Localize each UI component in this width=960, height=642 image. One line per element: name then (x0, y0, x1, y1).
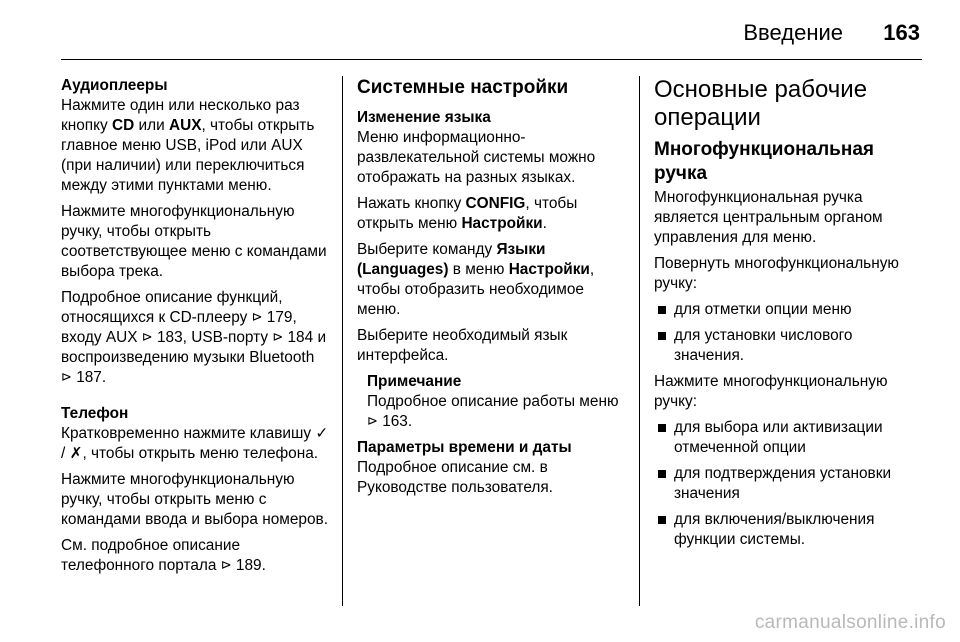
text: Нажать кнопку (357, 195, 466, 212)
column-divider (342, 76, 343, 606)
header-divider (61, 59, 922, 60)
note-text (367, 392, 625, 432)
menu-item-languages: Языки (Languages) (357, 241, 546, 278)
text: Нажмите один или несколько раз кнопку (61, 97, 300, 134)
text: Выберите команду (357, 241, 497, 258)
menu-name-settings: Настройки (508, 261, 590, 278)
text: См. подробное описание телефонного портала (61, 537, 241, 574)
text: . (542, 215, 547, 232)
page-number: 163 (883, 20, 920, 45)
paragraph: Подробное описание см. в Руководстве пользователя. (357, 459, 553, 496)
text: . (101, 369, 107, 386)
page-ref-arrow-icon: ⊳ (251, 309, 263, 324)
paragraph: Нажмите многофункциональную ручку, чтобы открыть меню с командами ввода и выбора номеров. (61, 471, 328, 528)
list-item: для отметки опции меню (654, 300, 926, 320)
section-title-basic-operations: Основные рабочие операции (654, 76, 868, 131)
phone-icon: ✓ (315, 425, 329, 442)
text: , чтобы открыть главное меню USB, iPod или AUX (при наличии) или переключиться между этими пунктами меню. (61, 117, 315, 194)
paragraph: Повернуть многофункциональную ручку: (654, 255, 899, 292)
page-ref-arrow-icon: ⊳ (272, 329, 284, 344)
text: / (61, 445, 70, 462)
section-title-system-settings: Системные настройки (357, 77, 569, 98)
paragraph (61, 96, 329, 196)
paragraph (357, 194, 625, 234)
text: или (134, 117, 169, 134)
bullet-list-rotate (654, 300, 926, 366)
page-title: Введение (743, 20, 843, 45)
list-item: для подтверждения установки значения (654, 464, 926, 504)
text: . (261, 557, 266, 574)
page-ref-link[interactable]: 189 (235, 557, 262, 574)
paragraph (357, 240, 625, 320)
paragraph: Меню информационно-развлекательной системы можно отображать на разных языках. (357, 129, 596, 186)
subsection-heading-multifunction-knob: Многофункциональная ручка (654, 139, 874, 184)
text: Кратковременно нажмите клавишу (61, 425, 316, 442)
text: Подробное описание работы меню (367, 393, 619, 410)
text: . (407, 413, 413, 430)
section-heading-audio-players: Аудиоплееры (61, 77, 168, 94)
page-ref-arrow-icon: ⊳ (220, 557, 232, 572)
text: в меню (448, 261, 509, 278)
text: Подробное описание функций, относящихся к CD-плееру (61, 289, 283, 326)
section-heading-phone: Телефон (61, 405, 129, 422)
button-name-cd: CD (112, 117, 135, 134)
note-box (367, 372, 625, 432)
column-1 (61, 76, 329, 582)
paragraph: Многофункциональная ручка является центральным органом управления для меню. (654, 189, 883, 246)
text: , чтобы отобразить необходимое меню. (357, 261, 595, 318)
mute-icon: ✗ (69, 445, 83, 462)
paragraph: Нажмите многофункциональную ручку, чтобы открыть соответствующее меню с командами выбора трека. (61, 203, 327, 280)
paragraph: Выберите необходимый язык интерфейса. (357, 327, 568, 364)
text: , чтобы открыть меню телефона. (82, 445, 319, 462)
paragraph: Нажмите многофункциональную ручку: (654, 373, 888, 410)
text: и воспроизведению музыки Bluetooth (61, 329, 327, 366)
subsection-heading-time-date: Параметры времени и даты (357, 439, 572, 456)
page-ref-link[interactable]: 183 (156, 329, 183, 346)
page-header (0, 0, 960, 60)
bullet-list-press (654, 418, 926, 550)
page-ref-arrow-icon: ⊳ (61, 369, 72, 384)
button-name-config: CONFIG (465, 195, 526, 212)
paragraph (61, 288, 329, 388)
subsection-heading-language: Изменение языка (357, 109, 491, 126)
note-heading: Примечание (367, 373, 462, 390)
paragraph (61, 536, 329, 576)
text: , входу AUX (61, 309, 297, 346)
list-item: для установки числового значения. (654, 326, 926, 366)
page-ref-link[interactable]: 187 (76, 369, 102, 386)
text: , USB-порту (182, 329, 273, 346)
page-ref-arrow-icon: ⊳ (367, 413, 378, 428)
watermark: carmanualsonline.info (754, 612, 946, 633)
list-item: для включения/выключения функции системы. (654, 510, 926, 550)
page-ref-arrow-icon: ⊳ (141, 329, 153, 344)
column-divider (639, 76, 640, 606)
menu-name-settings: Настройки (461, 215, 543, 232)
column-2 (357, 76, 625, 504)
page-ref-link[interactable]: 179 (266, 309, 293, 326)
list-item: для выбора или активизации отмеченной опции (654, 418, 926, 458)
paragraph (61, 424, 329, 464)
page-ref-link[interactable]: 184 (287, 329, 314, 346)
page-ref-link[interactable]: 163 (382, 413, 408, 430)
column-3 (654, 76, 926, 556)
text: , чтобы открыть меню (357, 195, 578, 232)
button-name-aux: AUX (168, 117, 202, 134)
